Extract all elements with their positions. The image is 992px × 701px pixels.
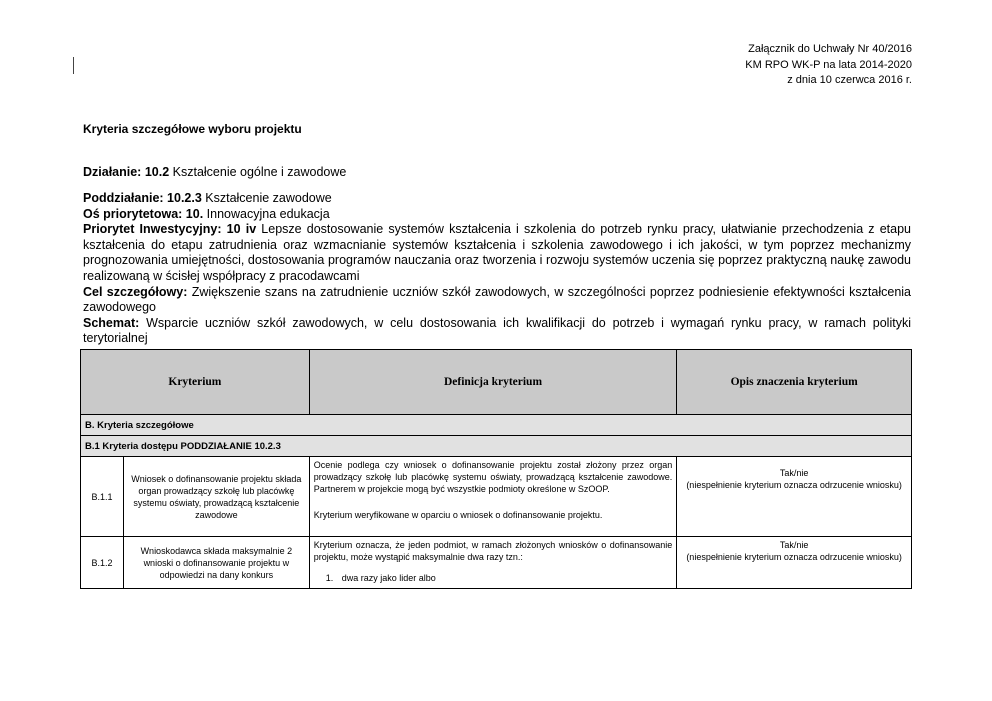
poddzialanie-value: Kształcenie zawodowe <box>201 191 332 205</box>
text-cursor <box>73 57 74 74</box>
description-yesno: Tak/nie <box>779 540 809 550</box>
annex-line-1: Załącznik do Uchwały Nr 40/2016 <box>748 43 912 55</box>
list-item-text: dwa razy jako lider albo <box>341 573 436 583</box>
cel-value: Zwiększenie szans na zatrudnienie uczniów szkół zawodowych, w szczególności poprzez podniesienie efektywności kształcenia zawodowego <box>83 284 911 315</box>
annex-line-2: KM RPO WK-P na lata 2014-2020 <box>745 58 912 71</box>
priorytet-label: Priorytet Inwestycyjny: 10 iv <box>83 222 257 237</box>
criterion-description <box>677 537 912 589</box>
dzialanie-value: Kształcenie ogólne i zawodowe <box>169 165 347 179</box>
section-row-b <box>81 415 912 436</box>
description-note: (niespełnienie kryterium oznacza odrzucenie wniosku) <box>686 480 902 490</box>
col-header-definicja: Definicja kryterium <box>309 350 676 415</box>
priorytet-line <box>83 222 911 284</box>
project-meta <box>83 191 911 347</box>
section-b1-label: B.1 Kryteria dostępu PODDZIAŁANIE 10.2.3 <box>81 436 912 457</box>
annex-header <box>745 42 912 89</box>
schemat-value: Wsparcie uczniów szkół zawodowych, w celu dostosowania ich kwalifikacji do potrzeb i wymagań rynku pracy, w ramach polityki terytorialnej <box>83 315 911 346</box>
table-header-row <box>81 350 912 415</box>
criterion-id: B.1.2 <box>81 537 124 589</box>
definition-note: Kryterium weryfikowane w oparciu o wniosek o dofinansowanie projektu. <box>313 510 603 520</box>
description-yesno: Tak/nie <box>779 468 809 478</box>
description-note: (niespełnienie kryterium oznacza odrzucenie wniosku) <box>686 552 902 562</box>
col-header-kryterium: Kryterium <box>81 350 310 415</box>
criterion-definition <box>309 537 676 589</box>
schemat-label: Schemat: <box>83 315 140 330</box>
schemat-line <box>83 316 911 347</box>
criterion-name: Wniosek o dofinansowanie projektu składa organ prowadzący szkołę lub placówkę systemu oświaty, prowadzącą kształcenie zawodowe <box>123 457 309 537</box>
criterion-definition <box>309 457 676 537</box>
cel-line <box>83 285 911 316</box>
document-title: Kryteria szczegółowe wyboru projektu <box>83 122 302 136</box>
os-line <box>83 207 911 223</box>
cel-label: Cel szczegółowy: <box>83 284 188 299</box>
definition-text: Kryterium oznacza, że jeden podmiot, w ramach złożonych wniosków o dofinansowanie projektu, może wystąpić maksymalnie dwa razy tzn.: <box>313 540 673 562</box>
poddzialanie-line <box>83 191 911 207</box>
annex-line-3: z dnia 10 czerwca 2016 r. <box>787 74 912 86</box>
dzialanie-line <box>83 165 346 179</box>
section-b-label: B. Kryteria szczegółowe <box>81 415 912 436</box>
list-item-number: 1. <box>325 573 334 583</box>
criterion-id: B.1.1 <box>81 457 124 537</box>
section-row-b1 <box>81 436 912 457</box>
table-row <box>81 537 912 589</box>
os-label: Oś priorytetowa: 10. <box>83 206 204 221</box>
definition-text: Ocenie podlega czy wniosek o dofinansowanie projektu został złożony przez organ prowadzący szkołę lub placówkę systemu oświaty, prowadzącą kształcenie zawodowe. Partnerem w projekcie mogą być wszystkie podmioty określone w SzOOP. <box>313 460 673 494</box>
criterion-name: Wnioskodawca składa maksymalnie 2 wnioski o dofinansowanie projektu w odpowiedzi na dany konkurs <box>123 537 309 589</box>
criterion-description <box>677 457 912 537</box>
priorytet-value: Lepsze dostosowanie systemów kształcenia i szkolenia do potrzeb rynku pracy, ułatwianie przechodzenia z etapu kształcenia do etapu zatrudnienia oraz wzmacnianie systemów kształcenia i szkolenia zawodowego i ich jakości, w tym poprzez mechanizmy prognozowania umiejętności, dostosowania programów nauczania oraz tworzenia i rozwoju systemów uczenia się poprzez praktyczną naukę zawodu realizowaną w ścisłej współpracy z pracodawcami <box>83 222 911 283</box>
table-row <box>81 457 912 537</box>
definition-list-item <box>314 572 672 584</box>
os-value: Innowacyjna edukacja <box>203 206 330 221</box>
col-header-opis: Opis znaczenia kryterium <box>677 350 912 415</box>
poddzialanie-label: Poddziałanie: 10.2.3 <box>83 191 202 205</box>
dzialanie-label: Działanie: 10.2 <box>83 165 170 179</box>
criteria-table <box>80 349 912 589</box>
